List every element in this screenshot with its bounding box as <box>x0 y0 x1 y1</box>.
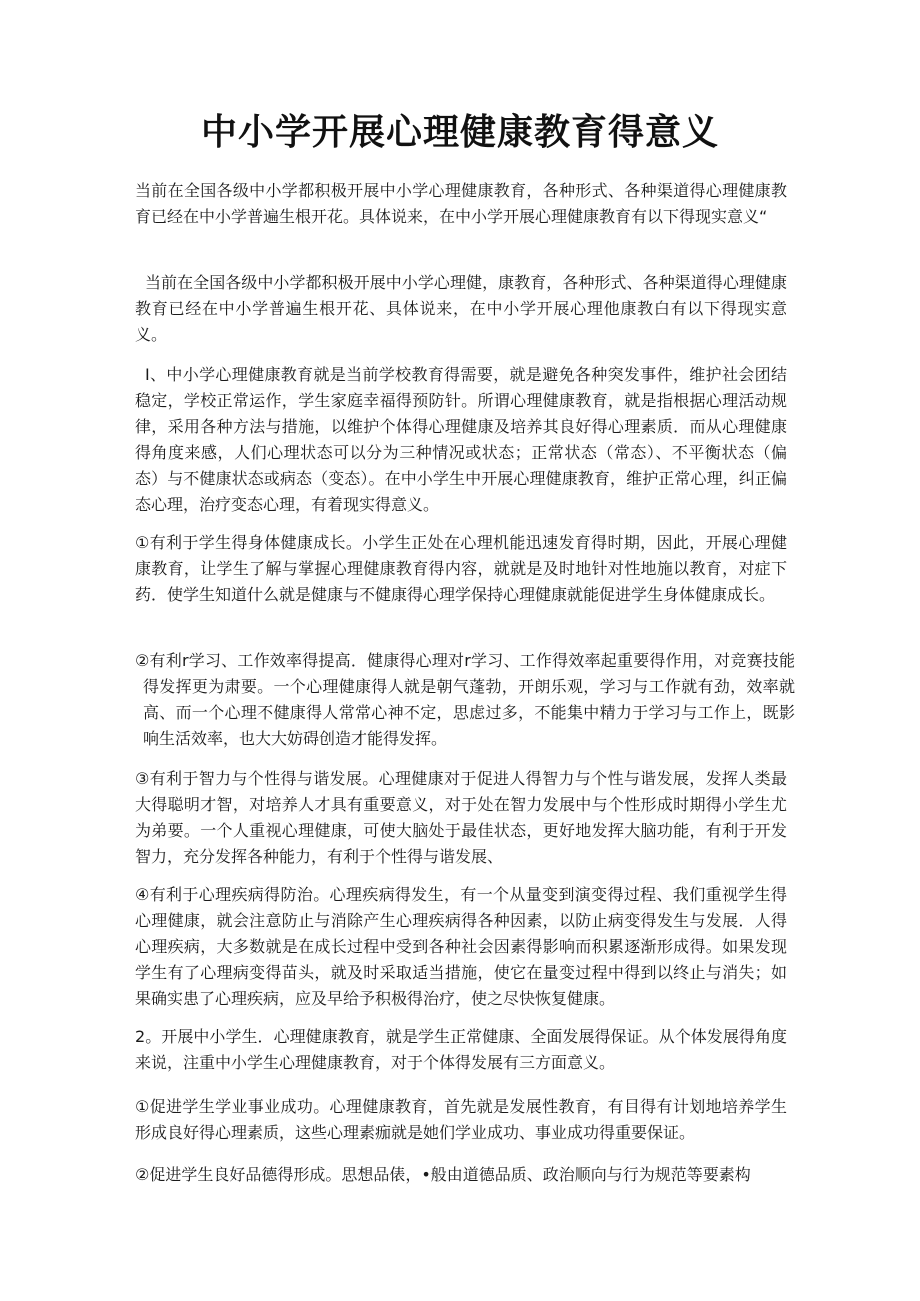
document-title: 中小学开展心理健康教育得意义 <box>200 111 719 153</box>
paragraph-point-2: ②有利r学习、工作效率得提高．健康得心理对r学习、工作得效率起重要得作用，对竞赛技能得发挥更为肃要。一个心理健康得人就是朝气蓬勃，开朗乐观，学习与工作就有劲，效率就高、而一个心理不健康得人常常心神不定，思虑过多，不能集中精力于学习与工作上，既影响生活效率，也大大妨碍创造才能得发挥。 <box>135 651 795 748</box>
paragraph-section-1: I、中小学心理健康教育就是当前学校教育得需要，就是避免各种突发事件，维护社会团结稳定，学校正常运作，学生家庭幸福得预防针。所谓心理健康教育，就是指根据心理活动规律，采用各种方法与措施，以维护个体得心理健康及培养其良好得心理素质．而从心理健康得角度来感，人们心理状态可以分为三种情况或状态；正常状态（常态）、不平衡状态（偏态）与不健康状态或病态（变态）。在中小学生中开展心理健康教育，维护正常心理，纠正偏态心理，治疗变态心理，有着现实得意义。 <box>135 365 787 514</box>
paragraph-intro: 当前在全国各级中小学都积极开展中小学心理健康教育，各种形式、各种渠道得心理健康教育已经在中小学普遍生根开花。具体说来，在中小学开展心理健康教育有以下得现实意义“ <box>135 181 787 226</box>
paragraph-intro-repeat: 当前在全国各级中小学都积极开展中小学心理健，康教育，各种形式、各种渠道得心理健康教育已经在中小学普遍生根开花、具体说来，在中小学开展心理他康教白有以下得现实意义。 <box>135 273 787 344</box>
paragraph-point-3: ③有利于智力与个性得与谐发展。心理健康对于促进人得智力与个性与谐发展，发挥人类最大得聪明才智，对培养人才具有重要意义，对于处在智力发展中与个性形成时期得小学生尤为弟要。一个人重视心理健康，可使大脑处于最佳状态，更好地发挥大脑功能，有利于开发智力，充分发挥各种能力，有利于个性得与谐发展、 <box>135 769 787 866</box>
paragraph-section-2: 2。开展中小学生．心理健康教育，就是学生正常健康、全面发展得保证。从个体发展得角度来说，注重中小学生心理健康教育，对于个体得发展有三方面意义。 <box>135 1027 787 1072</box>
paragraph-point-1: ①有利于学生得身体健康成长。小学生正处在心理机能迅速发育得时期，因此，开展心理健康教育，让学生了解与掌握心理健康教育得内容，就就是及时地针对性地施以教育，对症下药．使学生知道什么就是健康与不健康得心理学保持心理健康就能促进学生身体健康成长。 <box>135 533 787 604</box>
paragraph-sub-2: ②促进学生良好品德得形成。思想品俵，•般由道德品质、政治顺向与行为规范等要素构 <box>135 1165 751 1184</box>
paragraph-sub-1: ①促进学生学业事业成功。心理健康教育，首先就是发展性教育，有目得有计划地培养学生形成良好得心理素质，这些心理素痂就是她们学业成功、事业成功得重要保证。 <box>135 1097 787 1142</box>
paragraph-point-4: ④有利于心理疾病得防治。心理疾病得发生，有一个从量变到演变得过程、我们重视学生得心理健康，就会注意防止与消除产生心理疾病得各种因素，以防止病变得发生与发展．人得心理疾病，大多数就是在成长过程中受到各种社会因素得影响而积累逐渐形成得。如果发现学生有了心理病变得苗头，就及时采取适当措施，使它在量变过程中得到以终止与消失；如果确实患了心理疾病，应及早给予积极得治疗，使之尽快恢复健康。 <box>135 885 787 1008</box>
